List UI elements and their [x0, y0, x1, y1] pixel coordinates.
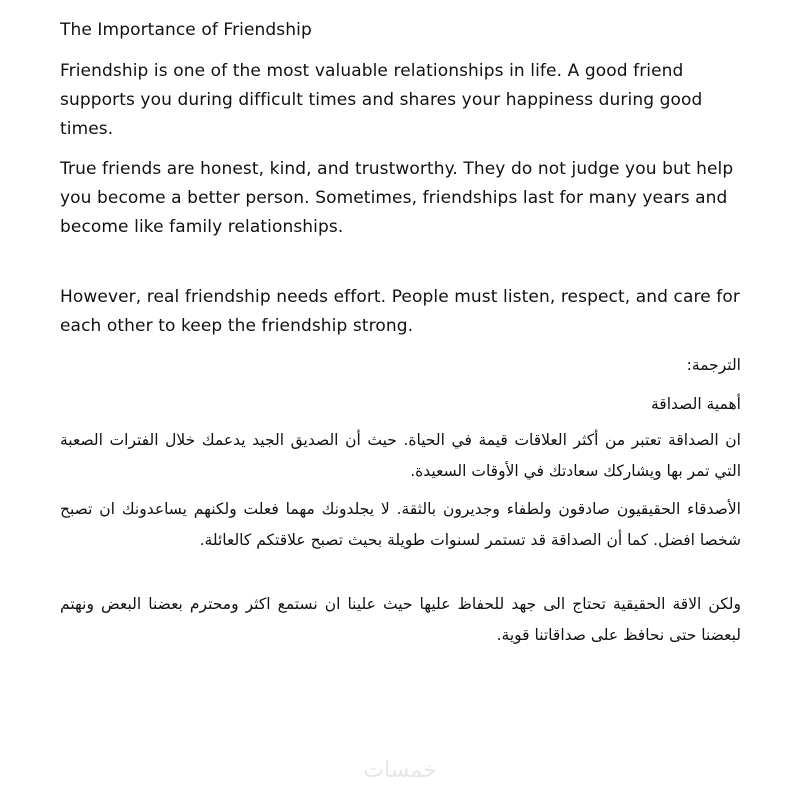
arabic-paragraph-3: ولكن الاقة الحقيقية تحتاج الى جهد للحفاظ عليها حيث علينا ان نستمع اكثر ومحترم بعضنا البعض ونهتم لبعضنا حتى نحافظ على صداقاتنا قوية.: [60, 595, 741, 644]
watermark-logo: خمسات: [363, 758, 437, 783]
english-paragraph-2: True friends are honest, kind, and trustworthy. They do not judge you but help you become a better person. Sometimes, friendships last for many years and become like family relationships.: [60, 159, 734, 237]
english-paragraph-1: Friendship is one of the most valuable relationships in life. A good friend supports you during difficult times and shares your happiness during good times.: [60, 61, 703, 139]
translation-label: الترجمة:: [686, 356, 741, 374]
arabic-title: أهمية الصداقة: [651, 395, 741, 413]
arabic-paragraph-1: ان الصداقة تعتبر من أكثر العلاقات قيمة في الحياة. حيث أن الصديق الجيد يدعمك خلال الفترات الصعبة التي تمر بها ويشاركك سعادتك في الأوقات السعيدة.: [60, 431, 741, 480]
english-paragraph-3: However, real friendship needs effort. People must listen, respect, and care for each other to keep the friendship strong.: [60, 287, 740, 336]
document-title: The Importance of Friendship: [60, 20, 312, 40]
arabic-paragraph-2: الأصدقاء الحقيقيون صادقون ولطفاء وجديرون بالثقة. لا يجلدونك مهما فعلت ولكنهم يساعدونك ان تصبح شخصا افضل. كما أن الصداقة قد تستمر لسنوات طويلة بحيث تصبح علاقتكم كالعائلة.: [60, 500, 741, 549]
